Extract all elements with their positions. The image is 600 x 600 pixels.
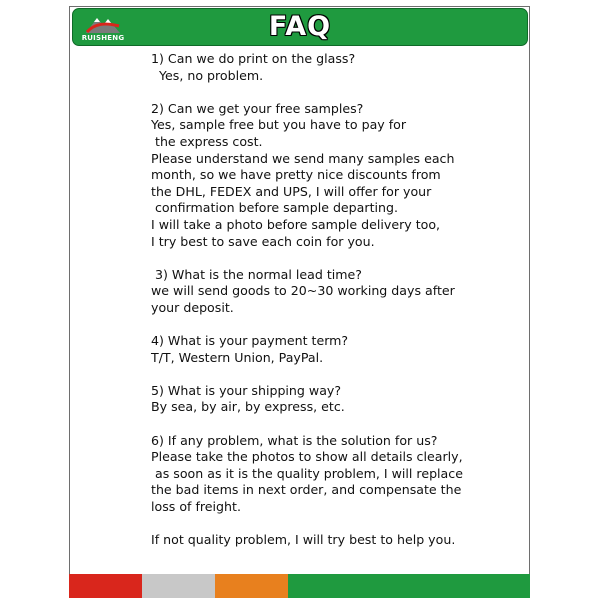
faq-content bbox=[151, 51, 523, 549]
faq-line: 3) What is the normal lead time? bbox=[151, 266, 362, 282]
footer-orange-segment bbox=[215, 574, 288, 598]
faq-line bbox=[151, 366, 523, 383]
faq-line: 5) What is your shipping way? bbox=[151, 382, 342, 398]
faq-line: your deposit. bbox=[151, 299, 234, 315]
faq-line: 1) Can we do print on the glass? bbox=[151, 51, 356, 66]
faq-line: I try best to save each coin for you. bbox=[151, 233, 375, 249]
footer-red-segment bbox=[69, 574, 142, 598]
faq-line: Yes, sample free but you have to pay for bbox=[151, 117, 407, 133]
faq-line: the bad items in next order, and compensate the bbox=[151, 482, 462, 498]
faq-line bbox=[151, 84, 523, 101]
faq-line: If not quality problem, I will try best to help you. bbox=[151, 532, 456, 548]
faq-line: confirmation before sample departing. bbox=[151, 200, 398, 216]
faq-line bbox=[151, 250, 523, 267]
faq-line: the express cost. bbox=[151, 133, 263, 149]
faq-line: the DHL, FEDEX and UPS, I will offer for your bbox=[151, 183, 432, 199]
faq-line: I will take a photo before sample delivery too, bbox=[151, 216, 441, 232]
faq-line bbox=[151, 416, 523, 433]
faq-line: Please understand we send many samples each bbox=[151, 150, 455, 166]
faq-line: we will send goods to 20~30 working days after bbox=[151, 283, 455, 299]
footer-color-strip bbox=[69, 574, 530, 598]
footer-green-segment bbox=[288, 574, 530, 598]
page-title: FAQ bbox=[268, 11, 332, 42]
faq-line bbox=[151, 516, 523, 533]
faq-line: Please take the photos to show all details clearly, bbox=[151, 449, 463, 465]
faq-line: 2) Can we get your free samples? bbox=[151, 100, 364, 116]
faq-line: loss of freight. bbox=[151, 499, 241, 515]
faq-line: 4) What is your payment term? bbox=[151, 333, 349, 349]
footer-gray-segment bbox=[142, 574, 215, 598]
faq-line: Yes, no problem. bbox=[151, 67, 264, 83]
faq-line: 6) If any problem, what is the solution for us? bbox=[151, 432, 438, 448]
faq-line bbox=[151, 317, 523, 334]
faq-line: T/T, Western Union, PayPal. bbox=[151, 349, 324, 365]
logo-text: RUISHENG bbox=[81, 34, 125, 42]
faq-line: as soon as it is the quality problem, I will replace bbox=[151, 465, 463, 481]
faq-line: month, so we have pretty nice discounts from bbox=[151, 167, 441, 183]
faq-line: By sea, by air, by express, etc. bbox=[151, 399, 345, 415]
